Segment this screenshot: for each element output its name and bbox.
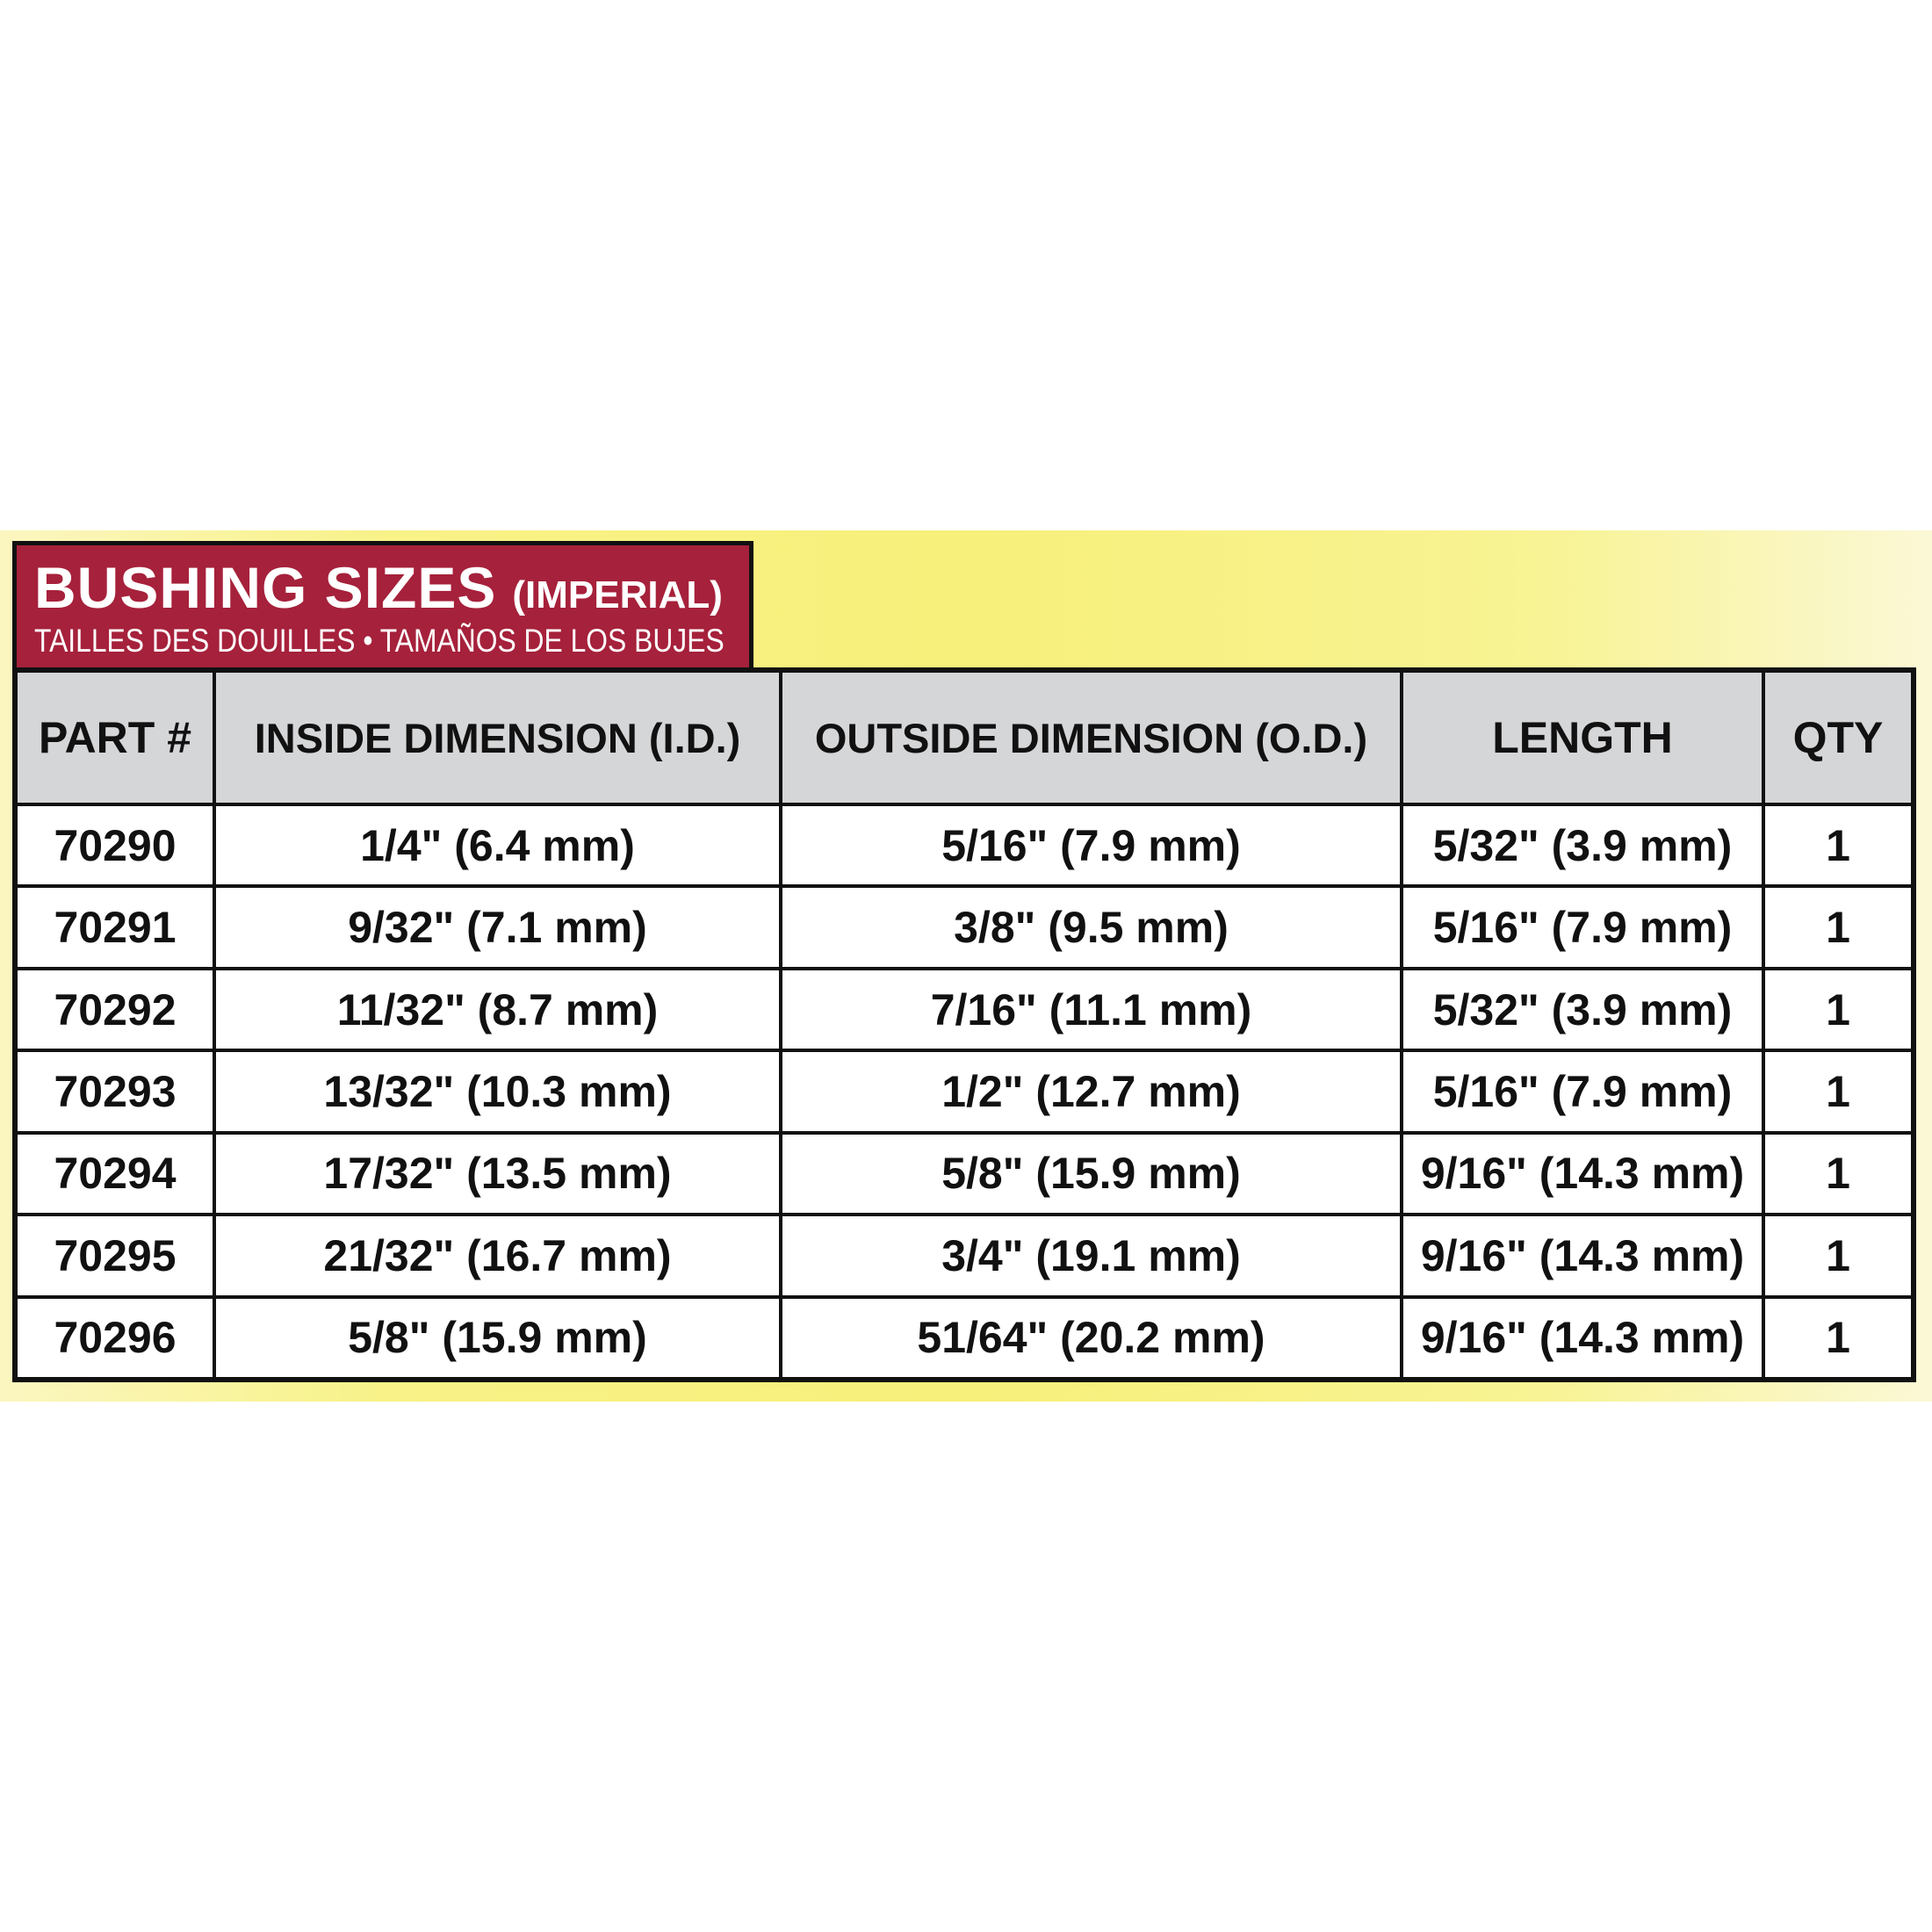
- cell-part-number: 70296: [18, 1297, 214, 1377]
- cell-inside-dimension: 21/32" (16.7 mm): [214, 1215, 781, 1296]
- cell-length: 9/16" (14.3 mm): [1402, 1133, 1763, 1215]
- header-qty: QTY: [1763, 673, 1911, 804]
- table-row: [18, 804, 1911, 886]
- title-banner: [12, 541, 753, 669]
- cell-qty: 1: [1763, 1050, 1911, 1132]
- cell-part-number: 70293: [18, 1050, 214, 1132]
- header-part-number: PART #: [18, 673, 214, 804]
- cell-part-number: 70294: [18, 1133, 214, 1215]
- cell-part-number: 70295: [18, 1215, 214, 1296]
- cell-length: 9/16" (14.3 mm): [1402, 1297, 1763, 1377]
- cell-inside-dimension: 13/32" (10.3 mm): [214, 1050, 781, 1132]
- cell-length: 5/16" (7.9 mm): [1402, 1050, 1763, 1132]
- cell-length: 5/32" (3.9 mm): [1402, 804, 1763, 886]
- cell-outside-dimension: 3/8" (9.5 mm): [781, 886, 1402, 968]
- cell-length: 5/16" (7.9 mm): [1402, 886, 1763, 968]
- cell-inside-dimension: 9/32" (7.1 mm): [214, 886, 781, 968]
- cell-outside-dimension: 7/16" (11.1 mm): [781, 969, 1402, 1050]
- table-row: [18, 969, 1911, 1050]
- cell-qty: 1: [1763, 1297, 1911, 1377]
- bushing-sizes-table-container: [12, 667, 1916, 1382]
- cell-qty: 1: [1763, 1215, 1911, 1296]
- title-line: [34, 554, 723, 621]
- cell-outside-dimension: 5/16" (7.9 mm): [781, 804, 1402, 886]
- cell-outside-dimension: 51/64" (20.2 mm): [781, 1297, 1402, 1377]
- cell-outside-dimension: 1/2" (12.7 mm): [781, 1050, 1402, 1132]
- cell-length: 5/32" (3.9 mm): [1402, 969, 1763, 1050]
- page-title: BUSHING SIZES: [34, 555, 497, 620]
- cell-part-number: 70290: [18, 804, 214, 886]
- cell-qty: 1: [1763, 804, 1911, 886]
- cell-part-number: 70291: [18, 886, 214, 968]
- table-row: [18, 1297, 1911, 1377]
- cell-length: 9/16" (14.3 mm): [1402, 1215, 1763, 1296]
- cell-inside-dimension: 1/4" (6.4 mm): [214, 804, 781, 886]
- cell-qty: 1: [1763, 1133, 1911, 1215]
- table-row: [18, 1215, 1911, 1296]
- cell-qty: 1: [1763, 886, 1911, 968]
- cell-outside-dimension: 5/8" (15.9 mm): [781, 1133, 1402, 1215]
- title-qualifier: (IMPERIAL): [512, 573, 723, 616]
- cell-part-number: 70292: [18, 969, 214, 1050]
- title-subtitle: TAILLES DES DOUILLES • TAMAÑOS DE LOS BUJES: [34, 623, 724, 659]
- cell-outside-dimension: 3/4" (19.1 mm): [781, 1215, 1402, 1296]
- table-row: [18, 886, 1911, 968]
- bushing-sizes-table: [18, 673, 1911, 1377]
- table-row: [18, 1050, 1911, 1132]
- header-outside-dimension: OUTSIDE DIMENSION (O.D.): [781, 673, 1402, 804]
- table-row: [18, 1133, 1911, 1215]
- header-row: [18, 673, 1911, 804]
- header-length: LENGTH: [1402, 673, 1763, 804]
- cell-inside-dimension: 17/32" (13.5 mm): [214, 1133, 781, 1215]
- cell-qty: 1: [1763, 969, 1911, 1050]
- header-inside-dimension: INSIDE DIMENSION (I.D.): [214, 673, 781, 804]
- cell-inside-dimension: 11/32" (8.7 mm): [214, 969, 781, 1050]
- cell-inside-dimension: 5/8" (15.9 mm): [214, 1297, 781, 1377]
